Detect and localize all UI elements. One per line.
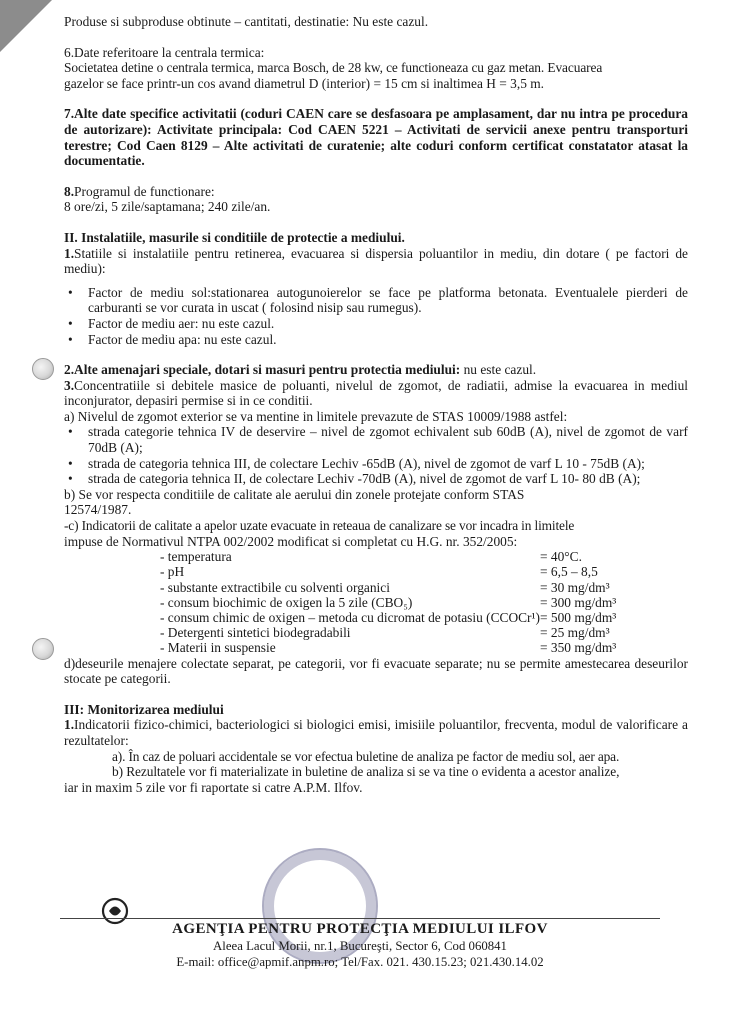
centrala-line-1: Societatea detine o centrala termica, marca Bosch, de 28 kw, ce functioneaza cu gaz metan. Evacuarea [64,60,603,76]
section-III-1 [64,717,688,748]
indicator-value: = 300 mg/dm³ [540,594,617,610]
line-produse: Produse si subproduse obtinute – cantitati, destinatie: Nu este cazul. [64,14,429,29]
section-II-1-number: 1. [64,245,75,261]
list-item-sol: • Factor de mediu sol:stationarea autogunoierelor se face pe platforma betonata. Eventualele pierderi de carburanti se vor curata in uscat ( folosind nisip sau rumegus). [64,285,688,316]
indicator-table [64,549,688,655]
indicator-label: - pH [160,564,185,580]
section-8-title [64,184,688,200]
punch-hole-top [32,358,54,380]
section-II-3-number: 3. [64,377,75,393]
indicator-row [64,564,688,579]
section-8-label: Programul de functionare: [74,183,215,199]
indicator-value: = 350 mg/dm³ [540,640,617,656]
section-8-body: 8 ore/zi, 5 zile/saptamana; 240 zile/an. [64,199,271,215]
indicator-row [64,580,688,595]
agency-address: Aleea Lacul Morii, nr.1, Bucureşti, Sector 6, Cod 060841 [213,938,507,953]
section-II-2 [64,362,688,378]
section-II-1 [64,246,688,277]
section-7-paragraph [64,106,688,168]
monitoring-b-1: b) Rezultatele vor fi materializate in buletine de analiza si se va tine o evidenta a acestor analize, [112,764,620,780]
waste-paragraph: d)deseurile menajere colectate separat, pe categorii, vor fi evacuate separate; nu se permite amestecarea deseurilor stocate pe categorii. [64,655,688,687]
section-8-number: 8. [64,183,75,199]
indicator-label: - Materii in suspensie [160,640,276,656]
folded-corner [0,0,52,52]
indicator-value: = 500 mg/dm³ [540,609,617,625]
section-III-1-text: Indicatorii fizico-chimici, bacteriologici si biologici emisi, imisiile poluantilor, frecventa, modul de valorificare a rezultatelor: [64,717,688,748]
section-II-3 [64,378,688,409]
centrala-title: 6.Date referitoare la centrala termica: [64,44,265,60]
agency-contact: E-mail: office@apmif.anpm.ro; Tel/Fax. 021. 430.15.23; 021.430.14.02 [176,954,544,969]
indicator-label: - substante extractibile cu solventi organici [160,579,390,595]
noise-item-iii: • strada de categoria tehnica III, de colectare Lechiv -65dB (A), nivel de zgomot de varf L 10 - 75dB (A); [64,456,688,472]
water-quality-line-1: -c) Indicatorii de calitate a apelor uzate evacuate in reteaua de canalizare se vor incadra in limitele [64,518,575,534]
section-7-text: 7.Alte date specifice activitatii (coduri CAEN care se desfasoara pe amplasament, dar nu intra pe procedura de autorizare): Activitate principala: Cod CAEN 5221 – Activitati de servicii anexe pentru transporturi terestre; Cod Caen 8129 – Alte activitati de curatenie; alte coduri conform certificat constatator atasat la documentatie. [64,106,688,169]
agency-name: AGENŢIA PENTRU PROTECŢIA MEDIULUI ILFOV [172,921,548,937]
noise-item-iv: • strada categorie tehnica IV de deservire – nivel de zgomot echivalent sub 60dB (A), nivel de zgomot de varf 70dB (A); [64,424,688,455]
indicator-value: = 25 mg/dm³ [540,625,610,641]
section-II-3-text: Concentratiile si debitele masice de poluanti, nivelul de zgomot, de radiatii, admise la evacuarea in mediul inconjurator, depasiri permise si in ce conditii. [64,377,688,409]
monitoring-b-2: iar in maxim 5 zile vor fi raportate si catre A.P.M. Ilfov. [64,779,363,795]
section-II-title [64,230,688,246]
list-item-apa: • Factor de mediu apa: nu este cazul. [64,332,688,348]
factor-list [64,285,688,347]
noise-list [64,424,688,486]
section-II-1-text: Statiile si instalatiile pentru retinerea, evacuarea si dispersia poluantilor in mediu, din dotare ( pe factori de mediu): [64,245,688,277]
air-quality-line-2: 12574/1987. [64,502,132,518]
footer-divider [60,918,660,919]
indicator-row [64,549,688,564]
centrala-line-2: gazelor se face printr-un cos avand diametrul D (interior) = 15 cm si inaltimea H = 3,5 m. [64,75,545,91]
section-III-1-number: 1. [64,717,75,733]
section-II-2-text: nu este cazul. [460,362,537,378]
noise-intro: a) Nivelul de zgomot exterior se va mentine in limitele prevazute de STAS 10009/1988 astfel: [64,408,568,424]
indicator-row [64,610,688,625]
water-quality-line-2: impuse de Normativul NTPA 002/2002 modificat si completat cu H.G. nr. 352/2005: [64,533,518,549]
punch-hole-bottom [32,638,54,660]
indicator-label: - consum chimic de oxigen – metoda cu dicromat de potasiu (CCOCr¹) [160,609,540,625]
section-III-heading: III: Monitorizarea mediului [64,701,224,717]
indicator-label: - Detergenti sintetici biodegradabili [160,625,351,641]
indicator-value: = 30 mg/dm³ [540,579,610,595]
noise-item-ii: • strada de categoria tehnica II, de colectare Lechiv -70dB (A), nivel de zgomot de varf L 10- 80 dB (A); [64,471,688,487]
section-III-title [64,702,688,718]
indicator-row [64,595,688,610]
indicator-value: = 40°C. [540,549,582,565]
indicator-row [64,640,688,655]
footer [60,918,660,970]
air-quality-line-1: b) Se vor respecta conditiile de calitate ale aerului din zonele protejate conform STAS [64,486,525,502]
section-II-heading: II. Instalatiile, masurile si conditiile de protectie a mediului. [64,229,405,245]
section-II-2-heading: 2.Alte amenajari speciale, dotari si masuri pentru protectia mediului: [64,362,461,378]
indicator-value: = 6,5 – 8,5 [540,564,598,580]
monitoring-a: a). În caz de poluari accidentale se vor efectua buletine de analiza pe factor de mediu sol, aer apa. [112,748,620,764]
indicator-row [64,625,688,640]
document-body [64,14,688,795]
indicator-label: - temperatura [160,549,232,565]
indicator-label: - consum biochimic de oxigen la 5 zile (CBO₅) [160,594,413,610]
list-item-aer: • Factor de mediu aer: nu este cazul. [64,316,688,332]
